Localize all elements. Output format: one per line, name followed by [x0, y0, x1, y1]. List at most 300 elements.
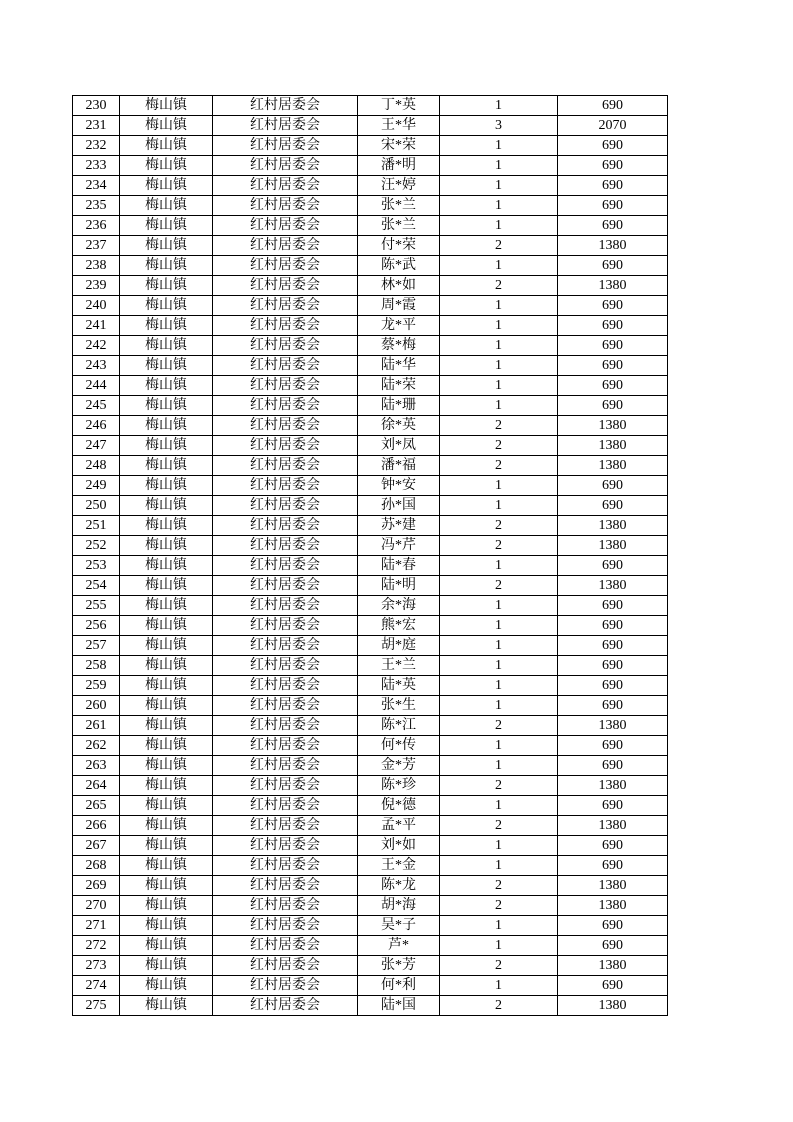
town-cell: 梅山镇	[120, 936, 213, 956]
count-cell: 1	[440, 396, 558, 416]
town-cell: 梅山镇	[120, 816, 213, 836]
table-row	[73, 256, 668, 276]
committee-cell: 红村居委会	[213, 916, 358, 936]
count-cell: 3	[440, 116, 558, 136]
town-cell: 梅山镇	[120, 216, 213, 236]
amount-cell: 690	[558, 696, 668, 716]
table-row	[73, 716, 668, 736]
amount-cell: 690	[558, 136, 668, 156]
row-number-cell: 249	[73, 476, 120, 496]
name-cell: 苏*建	[358, 516, 440, 536]
amount-cell: 1380	[558, 716, 668, 736]
name-cell: 潘*明	[358, 156, 440, 176]
amount-cell: 690	[558, 96, 668, 116]
row-number-cell: 236	[73, 216, 120, 236]
count-cell: 2	[440, 996, 558, 1016]
amount-cell: 1380	[558, 436, 668, 456]
amount-cell: 1380	[558, 456, 668, 476]
committee-cell: 红村居委会	[213, 696, 358, 716]
count-cell: 2	[440, 896, 558, 916]
count-cell: 1	[440, 376, 558, 396]
count-cell: 1	[440, 976, 558, 996]
town-cell: 梅山镇	[120, 376, 213, 396]
name-cell: 张*生	[358, 696, 440, 716]
name-cell: 刘*凤	[358, 436, 440, 456]
town-cell: 梅山镇	[120, 676, 213, 696]
town-cell: 梅山镇	[120, 596, 213, 616]
row-number-cell: 233	[73, 156, 120, 176]
amount-cell: 690	[558, 936, 668, 956]
town-cell: 梅山镇	[120, 96, 213, 116]
name-cell: 陆*英	[358, 676, 440, 696]
table-row	[73, 676, 668, 696]
name-cell: 蔡*梅	[358, 336, 440, 356]
count-cell: 1	[440, 656, 558, 676]
name-cell: 汪*婷	[358, 176, 440, 196]
count-cell: 2	[440, 456, 558, 476]
town-cell: 梅山镇	[120, 856, 213, 876]
amount-cell: 690	[558, 676, 668, 696]
count-cell: 1	[440, 96, 558, 116]
table-row	[73, 336, 668, 356]
row-number-cell: 243	[73, 356, 120, 376]
count-cell: 1	[440, 256, 558, 276]
amount-cell: 1380	[558, 956, 668, 976]
name-cell: 宋*荣	[358, 136, 440, 156]
name-cell: 熊*宏	[358, 616, 440, 636]
committee-cell: 红村居委会	[213, 176, 358, 196]
amount-cell: 1380	[558, 876, 668, 896]
count-cell: 1	[440, 796, 558, 816]
count-cell: 1	[440, 556, 558, 576]
table-row	[73, 656, 668, 676]
committee-cell: 红村居委会	[213, 776, 358, 796]
town-cell: 梅山镇	[120, 336, 213, 356]
town-cell: 梅山镇	[120, 576, 213, 596]
table-row	[73, 276, 668, 296]
committee-cell: 红村居委会	[213, 676, 358, 696]
town-cell: 梅山镇	[120, 876, 213, 896]
count-cell: 2	[440, 436, 558, 456]
town-cell: 梅山镇	[120, 176, 213, 196]
name-cell: 冯*芹	[358, 536, 440, 556]
town-cell: 梅山镇	[120, 916, 213, 936]
committee-cell: 红村居委会	[213, 536, 358, 556]
town-cell: 梅山镇	[120, 296, 213, 316]
amount-cell: 1380	[558, 416, 668, 436]
row-number-cell: 267	[73, 836, 120, 856]
amount-cell: 690	[558, 176, 668, 196]
name-cell: 潘*福	[358, 456, 440, 476]
name-cell: 张*兰	[358, 216, 440, 236]
count-cell: 1	[440, 216, 558, 236]
name-cell: 王*华	[358, 116, 440, 136]
table-row	[73, 616, 668, 636]
amount-cell: 690	[558, 836, 668, 856]
town-cell: 梅山镇	[120, 496, 213, 516]
table-row	[73, 876, 668, 896]
row-number-cell: 237	[73, 236, 120, 256]
row-number-cell: 244	[73, 376, 120, 396]
row-number-cell: 252	[73, 536, 120, 556]
town-cell: 梅山镇	[120, 516, 213, 536]
town-cell: 梅山镇	[120, 736, 213, 756]
committee-cell: 红村居委会	[213, 116, 358, 136]
committee-cell: 红村居委会	[213, 716, 358, 736]
committee-cell: 红村居委会	[213, 496, 358, 516]
count-cell: 1	[440, 176, 558, 196]
amount-cell: 690	[558, 656, 668, 676]
committee-cell: 红村居委会	[213, 196, 358, 216]
table-row	[73, 836, 668, 856]
amount-cell: 1380	[558, 536, 668, 556]
row-number-cell: 258	[73, 656, 120, 676]
name-cell: 余*海	[358, 596, 440, 616]
amount-cell: 1380	[558, 516, 668, 536]
table-row	[73, 996, 668, 1016]
amount-cell: 690	[558, 916, 668, 936]
name-cell: 陈*江	[358, 716, 440, 736]
committee-cell: 红村居委会	[213, 636, 358, 656]
committee-cell: 红村居委会	[213, 876, 358, 896]
table-row	[73, 636, 668, 656]
row-number-cell: 240	[73, 296, 120, 316]
town-cell: 梅山镇	[120, 256, 213, 276]
name-cell: 丁*英	[358, 96, 440, 116]
town-cell: 梅山镇	[120, 236, 213, 256]
committee-cell: 红村居委会	[213, 296, 358, 316]
name-cell: 何*传	[358, 736, 440, 756]
count-cell: 1	[440, 296, 558, 316]
count-cell: 1	[440, 196, 558, 216]
name-cell: 何*利	[358, 976, 440, 996]
row-number-cell: 231	[73, 116, 120, 136]
table-row	[73, 236, 668, 256]
count-cell: 1	[440, 496, 558, 516]
committee-cell: 红村居委会	[213, 376, 358, 396]
amount-cell: 690	[558, 636, 668, 656]
table-row	[73, 856, 668, 876]
count-cell: 2	[440, 716, 558, 736]
count-cell: 1	[440, 696, 558, 716]
table-row	[73, 536, 668, 556]
name-cell: 陆*春	[358, 556, 440, 576]
table-row	[73, 796, 668, 816]
row-number-cell: 256	[73, 616, 120, 636]
name-cell: 胡*庭	[358, 636, 440, 656]
amount-cell: 1380	[558, 236, 668, 256]
committee-cell: 红村居委会	[213, 396, 358, 416]
town-cell: 梅山镇	[120, 776, 213, 796]
table-row	[73, 596, 668, 616]
name-cell: 徐*英	[358, 416, 440, 436]
town-cell: 梅山镇	[120, 476, 213, 496]
amount-cell: 1380	[558, 996, 668, 1016]
row-number-cell: 251	[73, 516, 120, 536]
town-cell: 梅山镇	[120, 356, 213, 376]
row-number-cell: 248	[73, 456, 120, 476]
count-cell: 1	[440, 336, 558, 356]
town-cell: 梅山镇	[120, 756, 213, 776]
committee-cell: 红村居委会	[213, 816, 358, 836]
amount-cell: 690	[558, 616, 668, 636]
town-cell: 梅山镇	[120, 416, 213, 436]
table-row	[73, 376, 668, 396]
town-cell: 梅山镇	[120, 136, 213, 156]
table-row	[73, 156, 668, 176]
amount-cell: 1380	[558, 776, 668, 796]
count-cell: 1	[440, 596, 558, 616]
amount-cell: 690	[558, 856, 668, 876]
committee-cell: 红村居委会	[213, 936, 358, 956]
row-number-cell: 270	[73, 896, 120, 916]
count-cell: 1	[440, 916, 558, 936]
row-number-cell: 254	[73, 576, 120, 596]
table-row	[73, 576, 668, 596]
town-cell: 梅山镇	[120, 956, 213, 976]
row-number-cell: 259	[73, 676, 120, 696]
row-number-cell: 257	[73, 636, 120, 656]
committee-cell: 红村居委会	[213, 96, 358, 116]
table-row	[73, 496, 668, 516]
town-cell: 梅山镇	[120, 836, 213, 856]
table-row	[73, 216, 668, 236]
table-row	[73, 416, 668, 436]
row-number-cell: 245	[73, 396, 120, 416]
table-row	[73, 936, 668, 956]
name-cell: 陈*龙	[358, 876, 440, 896]
amount-cell: 690	[558, 356, 668, 376]
amount-cell: 690	[558, 736, 668, 756]
table-row	[73, 96, 668, 116]
committee-cell: 红村居委会	[213, 476, 358, 496]
row-number-cell: 247	[73, 436, 120, 456]
town-cell: 梅山镇	[120, 316, 213, 336]
count-cell: 2	[440, 816, 558, 836]
town-cell: 梅山镇	[120, 116, 213, 136]
committee-cell: 红村居委会	[213, 516, 358, 536]
name-cell: 孙*国	[358, 496, 440, 516]
count-cell: 1	[440, 636, 558, 656]
amount-cell: 690	[558, 976, 668, 996]
name-cell: 胡*海	[358, 896, 440, 916]
row-number-cell: 263	[73, 756, 120, 776]
table-row	[73, 136, 668, 156]
table-row	[73, 736, 668, 756]
table-row	[73, 896, 668, 916]
name-cell: 孟*平	[358, 816, 440, 836]
count-cell: 2	[440, 416, 558, 436]
committee-cell: 红村居委会	[213, 356, 358, 376]
count-cell: 1	[440, 936, 558, 956]
row-number-cell: 241	[73, 316, 120, 336]
row-number-cell: 234	[73, 176, 120, 196]
town-cell: 梅山镇	[120, 396, 213, 416]
committee-cell: 红村居委会	[213, 336, 358, 356]
town-cell: 梅山镇	[120, 456, 213, 476]
name-cell: 林*如	[358, 276, 440, 296]
committee-cell: 红村居委会	[213, 436, 358, 456]
committee-cell: 红村居委会	[213, 556, 358, 576]
amount-cell: 690	[558, 376, 668, 396]
row-number-cell: 271	[73, 916, 120, 936]
row-number-cell: 268	[73, 856, 120, 876]
amount-cell: 690	[558, 476, 668, 496]
name-cell: 倪*德	[358, 796, 440, 816]
committee-cell: 红村居委会	[213, 856, 358, 876]
committee-cell: 红村居委会	[213, 456, 358, 476]
amount-cell: 690	[558, 396, 668, 416]
table-row	[73, 476, 668, 496]
row-number-cell: 262	[73, 736, 120, 756]
town-cell: 梅山镇	[120, 636, 213, 656]
count-cell: 1	[440, 356, 558, 376]
table-row	[73, 396, 668, 416]
table-row	[73, 176, 668, 196]
amount-cell: 1380	[558, 816, 668, 836]
town-cell: 梅山镇	[120, 696, 213, 716]
name-cell: 刘*如	[358, 836, 440, 856]
count-cell: 1	[440, 736, 558, 756]
row-number-cell: 266	[73, 816, 120, 836]
row-number-cell: 246	[73, 416, 120, 436]
row-number-cell: 250	[73, 496, 120, 516]
name-cell: 钟*安	[358, 476, 440, 496]
row-number-cell: 255	[73, 596, 120, 616]
row-number-cell: 261	[73, 716, 120, 736]
town-cell: 梅山镇	[120, 996, 213, 1016]
committee-cell: 红村居委会	[213, 256, 358, 276]
town-cell: 梅山镇	[120, 536, 213, 556]
committee-cell: 红村居委会	[213, 996, 358, 1016]
amount-cell: 1380	[558, 896, 668, 916]
row-number-cell: 253	[73, 556, 120, 576]
table-row	[73, 696, 668, 716]
table-row	[73, 816, 668, 836]
table-row	[73, 976, 668, 996]
row-number-cell: 265	[73, 796, 120, 816]
row-number-cell: 269	[73, 876, 120, 896]
row-number-cell: 230	[73, 96, 120, 116]
amount-cell: 690	[558, 336, 668, 356]
town-cell: 梅山镇	[120, 556, 213, 576]
count-cell: 1	[440, 856, 558, 876]
row-number-cell: 232	[73, 136, 120, 156]
name-cell: 陆*国	[358, 996, 440, 1016]
table-row	[73, 296, 668, 316]
committee-cell: 红村居委会	[213, 896, 358, 916]
amount-cell: 690	[558, 216, 668, 236]
table-row	[73, 436, 668, 456]
town-cell: 梅山镇	[120, 796, 213, 816]
committee-cell: 红村居委会	[213, 596, 358, 616]
town-cell: 梅山镇	[120, 656, 213, 676]
count-cell: 1	[440, 136, 558, 156]
amount-cell: 690	[558, 316, 668, 336]
count-cell: 2	[440, 536, 558, 556]
amount-cell: 1380	[558, 576, 668, 596]
records-table-body	[73, 96, 668, 1016]
row-number-cell: 273	[73, 956, 120, 976]
amount-cell: 2070	[558, 116, 668, 136]
table-row	[73, 516, 668, 536]
table-row	[73, 776, 668, 796]
table-row	[73, 956, 668, 976]
row-number-cell: 272	[73, 936, 120, 956]
row-number-cell: 238	[73, 256, 120, 276]
row-number-cell: 235	[73, 196, 120, 216]
amount-cell: 690	[558, 556, 668, 576]
count-cell: 1	[440, 476, 558, 496]
town-cell: 梅山镇	[120, 436, 213, 456]
committee-cell: 红村居委会	[213, 656, 358, 676]
row-number-cell: 264	[73, 776, 120, 796]
count-cell: 2	[440, 776, 558, 796]
table-row	[73, 196, 668, 216]
name-cell: 芦*	[358, 936, 440, 956]
name-cell: 陆*珊	[358, 396, 440, 416]
committee-cell: 红村居委会	[213, 236, 358, 256]
committee-cell: 红村居委会	[213, 836, 358, 856]
name-cell: 龙*平	[358, 316, 440, 336]
name-cell: 周*霞	[358, 296, 440, 316]
table-row	[73, 116, 668, 136]
town-cell: 梅山镇	[120, 716, 213, 736]
amount-cell: 690	[558, 596, 668, 616]
town-cell: 梅山镇	[120, 896, 213, 916]
name-cell: 吴*子	[358, 916, 440, 936]
committee-cell: 红村居委会	[213, 756, 358, 776]
name-cell: 王*金	[358, 856, 440, 876]
amount-cell: 690	[558, 796, 668, 816]
amount-cell: 690	[558, 156, 668, 176]
committee-cell: 红村居委会	[213, 796, 358, 816]
amount-cell: 690	[558, 496, 668, 516]
count-cell: 1	[440, 156, 558, 176]
committee-cell: 红村居委会	[213, 276, 358, 296]
committee-cell: 红村居委会	[213, 136, 358, 156]
name-cell: 付*荣	[358, 236, 440, 256]
count-cell: 2	[440, 876, 558, 896]
count-cell: 1	[440, 616, 558, 636]
town-cell: 梅山镇	[120, 976, 213, 996]
row-number-cell: 274	[73, 976, 120, 996]
committee-cell: 红村居委会	[213, 956, 358, 976]
committee-cell: 红村居委会	[213, 976, 358, 996]
table-row	[73, 916, 668, 936]
town-cell: 梅山镇	[120, 156, 213, 176]
row-number-cell: 275	[73, 996, 120, 1016]
amount-cell: 690	[558, 196, 668, 216]
table-row	[73, 756, 668, 776]
name-cell: 陈*武	[358, 256, 440, 276]
committee-cell: 红村居委会	[213, 156, 358, 176]
committee-cell: 红村居委会	[213, 736, 358, 756]
table-row	[73, 456, 668, 476]
name-cell: 陆*明	[358, 576, 440, 596]
name-cell: 金*芳	[358, 756, 440, 776]
town-cell: 梅山镇	[120, 276, 213, 296]
amount-cell: 690	[558, 296, 668, 316]
committee-cell: 红村居委会	[213, 576, 358, 596]
count-cell: 2	[440, 956, 558, 976]
count-cell: 1	[440, 316, 558, 336]
count-cell: 2	[440, 236, 558, 256]
committee-cell: 红村居委会	[213, 416, 358, 436]
amount-cell: 690	[558, 256, 668, 276]
row-number-cell: 260	[73, 696, 120, 716]
name-cell: 张*芳	[358, 956, 440, 976]
